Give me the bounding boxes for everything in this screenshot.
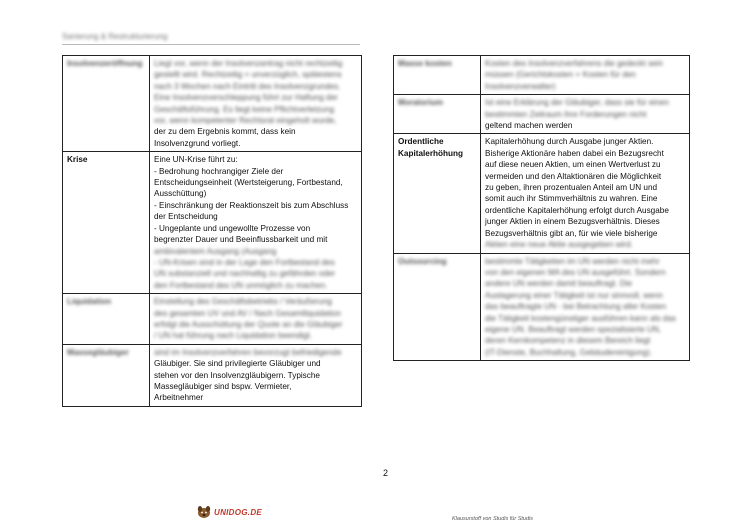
definition-line: das beauftragte UN - bei Betrachtung aller Kosten xyxy=(485,302,667,312)
definition-line: - UN-Krisen sind in der Lage den Fortbestand des xyxy=(154,257,335,267)
logo-text: UNIDOG.DE xyxy=(214,507,263,517)
definition-line: Kapitalerhöhung durch Ausgabe junger Aktien. xyxy=(485,137,654,147)
glossary-definition xyxy=(150,294,362,345)
definition-line: / UN hat führung nach Liquidation beendigt. xyxy=(154,331,312,341)
glossary-term: Liquidation xyxy=(63,294,150,345)
definition-line: Bezugsverhältnis gibt an, für wie viele bisherige xyxy=(485,228,658,238)
definition-line: eigene UN. Beauftragt werden spezialisierte UN, xyxy=(485,324,662,334)
glossary-definition xyxy=(481,134,690,253)
definition-line: Entscheidungseinheit (Wertsteigerung, Fortbestand, xyxy=(154,178,343,188)
page-header-title: Sanierung & Restrukturierung xyxy=(62,32,168,41)
definition-line: Ausschüttung) xyxy=(154,189,207,199)
glossary-definition xyxy=(150,56,362,152)
glossary-definition xyxy=(150,152,362,294)
glossary-row xyxy=(394,253,690,361)
definition-line: nach 3 Wochen nach Eintritt des Insolvenzgrundes. xyxy=(154,81,341,91)
glossary-term: Moratorium xyxy=(394,95,481,134)
unidog-logo xyxy=(196,505,262,519)
definition-line: Ist eine Erklärung der Gläubiger, dass sie für einen xyxy=(485,98,669,108)
definition-line: deren Kernkompetenz in diesem Bereich liegt xyxy=(485,336,651,346)
definition-line: gestellt wird. Rechtzeitig = unverzüglich, spätestens xyxy=(154,70,342,80)
definition-line: der zu dem Ergebnis kommt, dass kein xyxy=(154,127,296,137)
glossary-term: Massegläubiger xyxy=(63,344,150,406)
glossary-definition xyxy=(481,253,690,361)
definition-line: müssen (Gerichtskosten + Kosten für den xyxy=(485,70,636,80)
definition-line: bestimmte Tätigkeiten im UN werden nicht mehr xyxy=(485,256,660,266)
glossary-term: Masse kosten xyxy=(394,56,481,95)
definition-line: (IT-Dienste, Buchhaltung, Gebäudereinigung). xyxy=(485,347,653,357)
glossary-row xyxy=(63,294,362,345)
definition-line: junger Aktien in einem Bezugsverhältnis. Dieses xyxy=(485,217,660,227)
definition-line: andere UN werden damit beauftragt. Die xyxy=(485,279,632,289)
definition-line: des gesamten UV und AV / Nach Gesamtliquidation xyxy=(154,308,341,318)
definition-line: stehen vor den Insolvenzgläubigern. Typische xyxy=(154,370,320,380)
definition-line: Insolvenzgrund vorliegt. xyxy=(154,138,241,148)
glossary-definition xyxy=(481,95,690,134)
glossary-row xyxy=(63,344,362,406)
definition-line: somit auch ihr Stimmverhältnis zu wahren. Eine xyxy=(485,194,658,204)
definition-line: Aktien eine neue Aktie ausgegeben wird. xyxy=(485,240,633,250)
glossary-definition xyxy=(481,56,690,95)
glossary-row xyxy=(394,56,690,95)
definition-line: ordentliche Kapitalerhöhung erfolgt durch Ausgabe xyxy=(485,205,669,215)
definition-line: Kosten des Insolvenzverfahrens die gedeckt sein xyxy=(485,59,663,68)
definition-line: der Entscheidung xyxy=(154,212,218,222)
definition-line: den Fortbestand des UN unmöglich zu machen. xyxy=(154,280,328,290)
glossary-row xyxy=(394,95,690,134)
definition-line: die Tätigkeit kostengünstiger ausführen kann als das xyxy=(485,313,677,323)
definition-line: Eine Insolvenzverschleppung führt zur Haftung der xyxy=(154,93,338,103)
glossary-term: Ordentliche Kapitalerhöhung xyxy=(394,134,481,253)
definition-line: Massegläubiger sind bspw. Vermieter, xyxy=(154,381,292,391)
definition-line: von den eigenen MA des UN ausgeführt. Sondern xyxy=(485,267,666,277)
definition-line: Insolvenzverwalter) xyxy=(485,81,556,91)
definition-line: Geschäftsführung. Es liegt keine Pflichtverletzung xyxy=(154,104,335,114)
definition-line: Eine UN-Krise führt zu: xyxy=(154,155,238,165)
definition-line: bestimmten Zeitraum ihre Forderungen nicht xyxy=(485,109,647,119)
definition-line: Einstellung des Geschäftsbetriebs / Veräußerung xyxy=(154,297,332,307)
glossary-row xyxy=(63,56,362,152)
glossary-definition xyxy=(150,344,362,406)
definition-line: zu geben, ihren prozentualen Anteil am UN und xyxy=(485,183,658,193)
definition-line: UN substanziell und nachhaltig zu gefährden oder xyxy=(154,269,336,279)
header-divider xyxy=(62,44,360,45)
glossary-term: Insolvenzeröffnung xyxy=(63,56,150,152)
definition-line: vor, wenn kompetenter Rechtsrat eingeholt wurde, xyxy=(154,116,337,126)
glossary-term: Outsourcing xyxy=(394,253,481,361)
definition-line: auf diese neuen Aktien, um einen Wertverlust zu xyxy=(485,160,661,170)
definition-line: sind im Insolvenzverfahren bevorzugt befriedigende xyxy=(154,347,342,357)
definition-line: - Einschränkung der Reaktionszeit bis zum Abschluss xyxy=(154,200,349,210)
definition-line: Auslagerung einer Tätigkeit ist nur sinnvoll, wenn xyxy=(485,290,663,300)
glossary-row xyxy=(63,152,362,294)
definition-line: - Ungeplante und ungewollte Prozesse von xyxy=(154,223,311,233)
glossary-term: Krise xyxy=(63,152,150,294)
dog-icon xyxy=(196,505,212,519)
definition-line: Liegt vor, wenn der Insolvenzantrag nicht rechtzeitig xyxy=(154,59,343,68)
glossary-table-left xyxy=(62,55,362,407)
glossary-table-right xyxy=(393,55,690,361)
definition-line: begrenzter Dauer und Beeinflussbarkeit und mit xyxy=(154,235,328,245)
glossary-row xyxy=(394,134,690,253)
footer-text: Klausurstoff von Studis für Studis xyxy=(452,516,534,522)
definition-line: - Bedrohung hochrangiger Ziele der xyxy=(154,166,284,176)
definition-line: Arbeitnehmer xyxy=(154,393,204,403)
definition-line: erfolgt die Ausschüttung der Quote an die Gläubiger xyxy=(154,319,343,329)
definition-line: Gläubiger. Sie sind privilegierte Gläubiger und xyxy=(154,359,321,369)
definition-line: ambivalentem Ausgang (Ausgang xyxy=(154,246,277,256)
definition-line: Bisherige Aktionäre haben dabei ein Bezugsrecht xyxy=(485,148,664,158)
definition-line: vermeiden und den Altaktionären die Möglichkeit xyxy=(485,171,662,181)
page-number: 2 xyxy=(383,468,389,478)
definition-line: geltend machen werden xyxy=(485,121,573,131)
